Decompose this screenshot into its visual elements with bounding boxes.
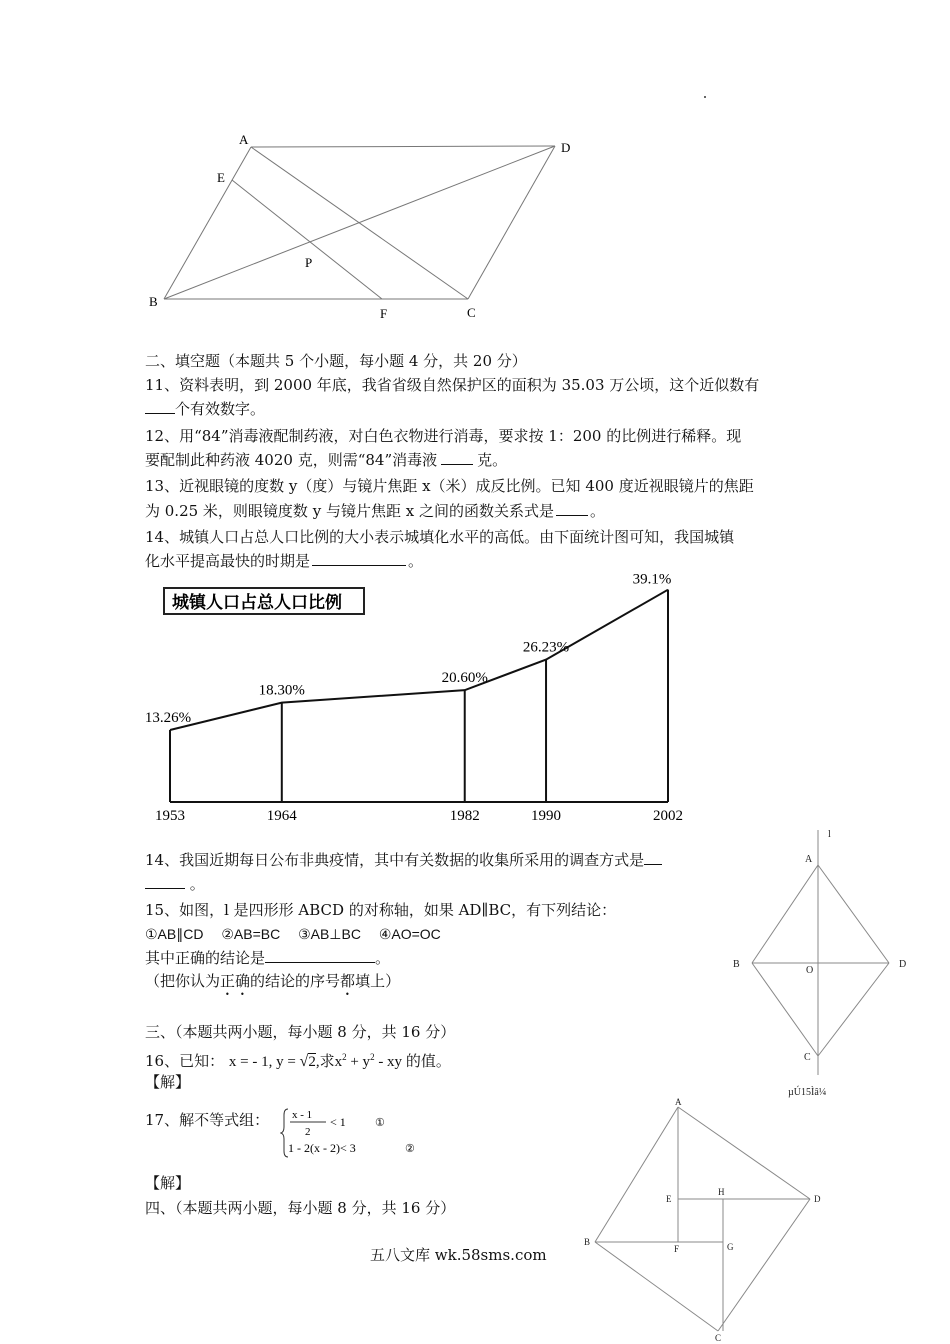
q11-line1: 11、资料表明，到 2000 年底，我省省级自然保护区的面积为 35.03 万公顷，这个近似数有: [145, 376, 760, 394]
label-B: B: [733, 959, 740, 970]
edge-BC: [752, 963, 818, 1056]
blank-q14: [312, 551, 406, 566]
label-E: E: [217, 170, 225, 185]
q14b-line1: 14、我国近期每日公布非典疫情，其中有关数据的收集所采用的调查方式是: [145, 848, 662, 872]
chart-data-label: 39.1%: [632, 571, 672, 588]
chart-tick-label: 2002: [653, 808, 683, 824]
label-C: C: [467, 305, 476, 320]
q17-mark2: ②: [405, 1143, 415, 1155]
q15-line3: 其中正确的结论是 。: [145, 949, 391, 967]
q17-prefix: 17、解不等式组：: [145, 1111, 270, 1129]
blank-q13: [556, 501, 588, 516]
chart-tick-label: 1982: [449, 808, 480, 824]
edge-AD: [818, 865, 889, 963]
label-A: A: [675, 1097, 682, 1107]
kite-figure: [725, 825, 925, 1100]
label-O: O: [806, 965, 814, 976]
q17-mark1: ①: [375, 1117, 385, 1129]
q17-answer: 【解】: [145, 1174, 191, 1192]
edge-DC: [468, 146, 555, 299]
seg-EF: [232, 180, 382, 299]
blank-q14b-a: [644, 850, 662, 865]
q12-line1: 12、用“84”消毒液配制药液，对白色衣物进行消毒，要求按 1：200 的比例进行稀释。现: [145, 427, 742, 445]
blank-q11: [145, 399, 175, 414]
label-P: P: [305, 255, 313, 270]
label-A: A: [805, 854, 813, 865]
q14-line1: 14、城镇人口占总人口比例的大小表示城填化水平的高低。由下面统计图可知，我国城镇: [145, 528, 735, 546]
label-l: l: [828, 829, 831, 840]
square-figure: [580, 1095, 830, 1344]
section3-title: 三、（本题共两小题，每小题 8 分，共 16 分）: [145, 1023, 456, 1041]
edge-BA: [595, 1107, 678, 1242]
chart-title: 城镇人口占总人口比例: [172, 593, 342, 612]
label-D: D: [899, 959, 907, 970]
urban-population-chart: [140, 568, 700, 828]
q17-numerator: x - 1: [292, 1109, 313, 1121]
q13-line1: 13、近视眼镜的度数 y（度）与镜片焦距 x（米）成反比例。已知 400 度近视眼镜片的焦距: [145, 477, 754, 495]
q13-line2: 为 0.25 米，则眼镜度数 y 与镜片焦距 x 之间的函数关系式是 。: [145, 502, 605, 520]
label-B: B: [584, 1237, 591, 1247]
chart-data-label: 13.26%: [144, 709, 192, 726]
q17-line2: 1 - 2(x - 2)< 3: [288, 1141, 356, 1155]
footer-watermark: 五八文库 wk.58sms.com: [370, 1246, 547, 1264]
label-D: D: [814, 1194, 821, 1204]
label-C: C: [804, 1052, 811, 1063]
q11-line2: 个有效数字。: [145, 397, 265, 421]
edge-CB: [595, 1242, 718, 1331]
edge-AB: [752, 865, 818, 963]
label-A: A: [239, 132, 249, 147]
q17-lt1: < 1: [330, 1115, 346, 1129]
label-D: D: [561, 140, 571, 155]
label-B: B: [149, 294, 158, 309]
q12-line2: 要配制此种药液 4020 克，则需“84”消毒液 克。: [145, 451, 508, 469]
kite-caption: µÚ15Ìâ¼: [788, 1087, 827, 1098]
label-G: G: [727, 1242, 734, 1252]
q16-line: 16、已知： x = - 1, y = √2,求$x^2 + y^2$ - xy 的值。: [145, 1052, 451, 1070]
chart-tick-label: 1964: [266, 808, 297, 824]
blank-q12: [441, 450, 473, 465]
q16-answer: 【解】: [145, 1073, 191, 1091]
chart-data-label: 26.23%: [522, 639, 570, 656]
blank-q14b-b: [145, 874, 185, 889]
edge-DC: [818, 963, 889, 1056]
label-F: F: [674, 1244, 680, 1254]
label-C: C: [715, 1333, 722, 1343]
q17-denominator: 2: [305, 1126, 311, 1138]
stray-dot: [704, 96, 706, 98]
chart-tick-label: 1990: [531, 808, 562, 824]
q14b-line2: 。: [145, 872, 205, 896]
section4-title: 四、（本题共两小题，每小题 8 分，共 16 分）: [145, 1199, 456, 1217]
q15-options: ①AB∥CD ②AB=BC ③AB⊥BC ④AO=OC: [145, 926, 441, 942]
edge-AD: [251, 146, 555, 147]
q15-line1: 15、如图，l 是四形形 ABCD 的对称轴，如果 AD∥BC，有下列结论：: [145, 901, 617, 919]
label-H: H: [718, 1187, 725, 1197]
edge-BA: [164, 147, 251, 299]
chart-data-label: 20.60%: [441, 670, 488, 687]
parallelogram-figure: [140, 125, 590, 325]
chart-tick-label: 1953: [155, 808, 185, 824]
chart-data-label: 18.30%: [258, 682, 305, 699]
edge-DC: [718, 1199, 810, 1331]
label-F: F: [380, 306, 388, 321]
edge-AD: [678, 1107, 810, 1199]
diag-BD: [164, 146, 555, 299]
q17-system: [280, 1105, 430, 1161]
q15-line4: （把你认为正确的结论的序号都填上）: [145, 972, 401, 990]
q14-line2: 化水平提高最快的时期是 。: [145, 552, 424, 570]
section2-title: 二、填空题（本题共 5 个小题，每小题 4 分，共 20 分）: [145, 352, 527, 370]
label-E: E: [666, 1194, 672, 1204]
blank-q15: [265, 948, 375, 963]
